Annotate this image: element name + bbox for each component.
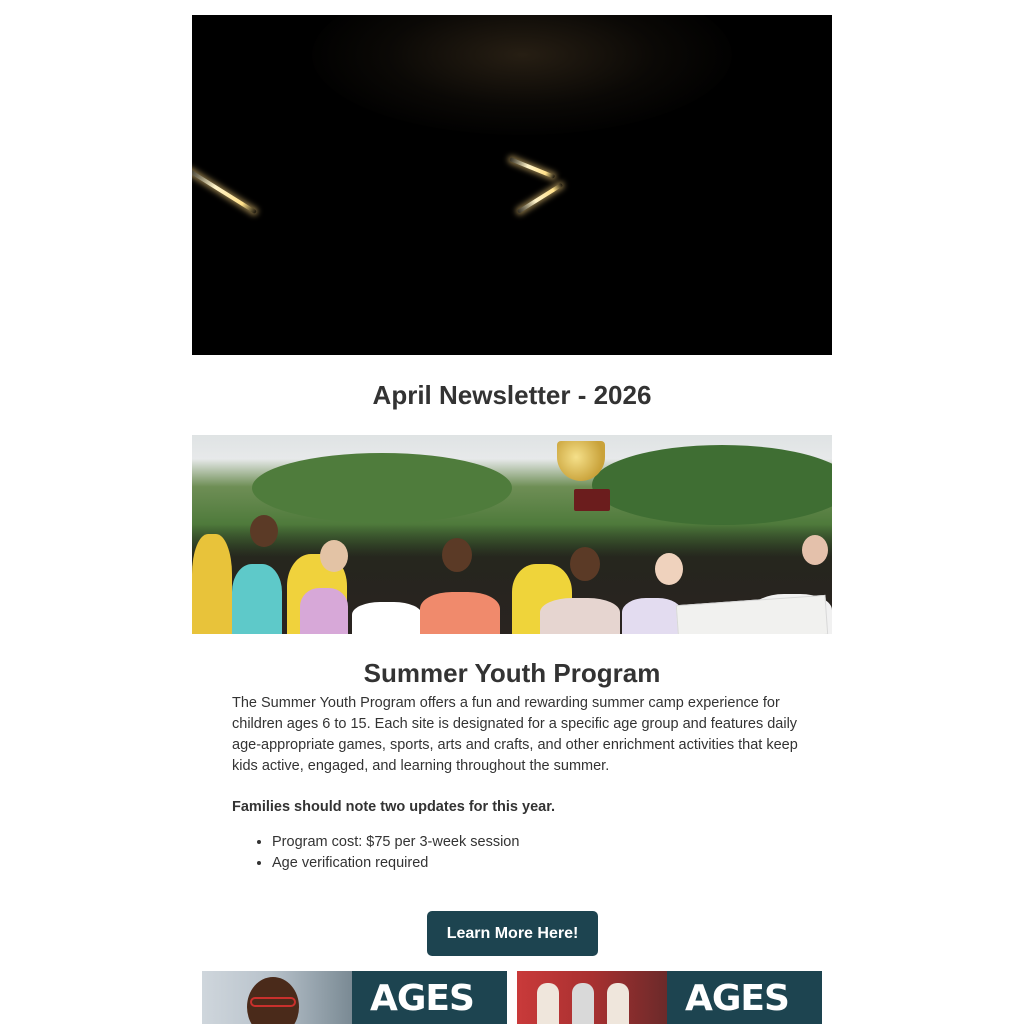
age-card-label: AGES <box>370 978 474 1019</box>
newsletter-title: April Newsletter - 2026 <box>372 380 652 410</box>
firework-spark <box>192 168 257 214</box>
firework-spark <box>509 157 555 179</box>
age-card-younger[interactable] <box>202 971 507 1024</box>
age-card-label: AGES <box>685 978 789 1019</box>
age-card-older[interactable] <box>517 971 822 1024</box>
program-description: The Summer Youth Program offers a fun and rewarding summer camp experience for children ages 6 to 15. Each site is designated for a specific age group and features daily age-appropriate games, sports, arts and crafts, and other enrichment activities that keep kids active, engaged, and learning throughout the summer. <box>232 695 798 774</box>
firework-spark <box>517 183 563 214</box>
section-title: Summer Youth Program <box>363 658 661 688</box>
learn-more-button[interactable]: Learn More Here! <box>427 911 598 956</box>
list-item: • Program cost: $75 per 3-week session <box>272 832 802 853</box>
age-card-photo <box>517 971 667 1024</box>
group-photo <box>192 435 832 634</box>
program-note: Families should note two updates for this year. <box>232 799 556 815</box>
list-item: • Age verification required <box>272 853 802 874</box>
hero-glow <box>312 15 732 135</box>
updates-list <box>272 832 802 874</box>
hero-fireworks-image <box>192 15 832 355</box>
age-card-photo <box>202 971 352 1024</box>
